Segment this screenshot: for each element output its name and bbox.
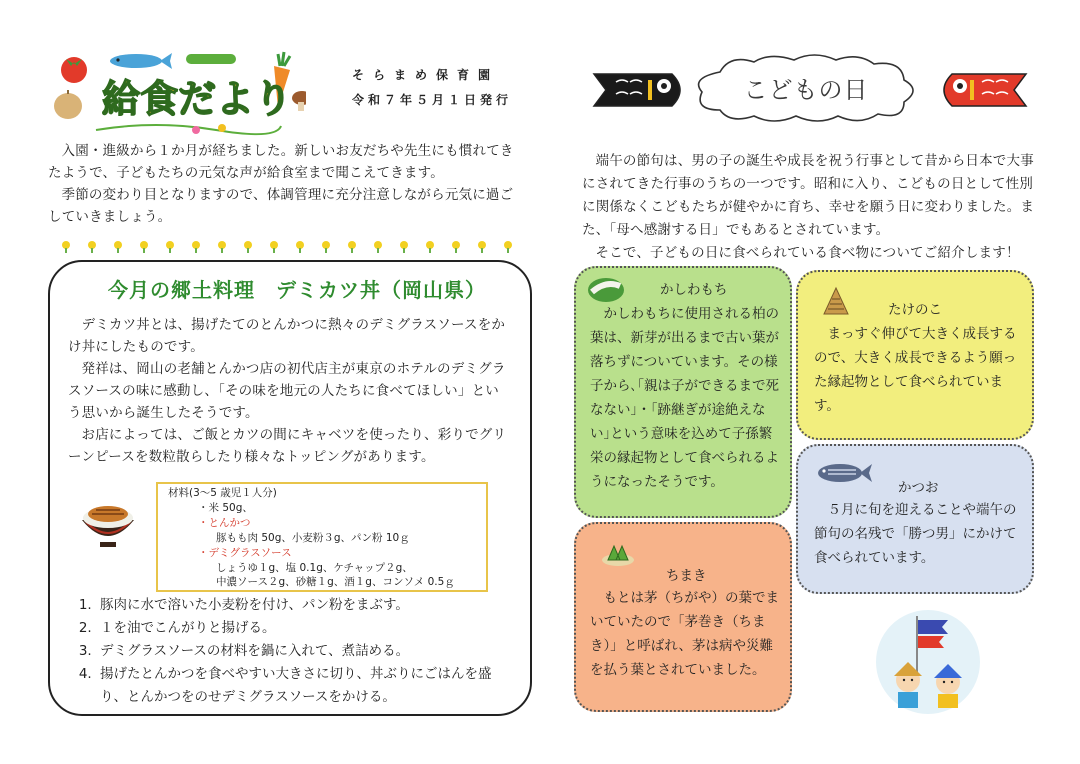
takenoko-name: たけのこ (888, 302, 942, 318)
recipe-step: 2. １を油でこんがりと揚げる。 (96, 617, 510, 640)
local-dish-text (68, 314, 508, 468)
materials-header: 材料(3～5 歳児１人分) (168, 487, 277, 499)
flower-icon (190, 240, 202, 252)
childrens-day-title: こどもの日 (743, 76, 869, 104)
black-carp-streamer-icon (592, 68, 692, 112)
katsuo-text: ５月に旬を迎えることや端午の節句の名残で「勝つ男」にかけて食べられています。 (814, 502, 1017, 566)
school-name: そらまめ保育園 (352, 68, 500, 82)
katsuo-name: かつお (898, 480, 939, 496)
flower-icon (424, 240, 436, 252)
intro-paragraph: 入園・進級から１か月が経ちました。新しいお友だちや先生にも慣れてきたようで、子どもたちの元気な声が給食室まで聞こえてきます。 (48, 143, 514, 181)
childrens-day-paragraph: そこで、子どもの日に食べられている食べ物についてご紹介します！ (595, 245, 1020, 261)
flower-icon (268, 240, 280, 252)
material-tonkatsu-items: 豚もも肉 50g、小麦粉３g、パン粉 10ｇ (216, 532, 410, 544)
flower-icon (294, 240, 306, 252)
flower-icon (138, 240, 150, 252)
intro-paragraph: 季節の変わり目となりますので、体調管理に充分注意しながら元気に過ごしていきましょう。 (48, 187, 514, 225)
flower-icon (86, 240, 98, 252)
intro (48, 140, 526, 228)
childrens-day-paragraph: 端午の節句は、男の子の誕生や成長を祝う行事として昔から日本で大事にされてきた行事のうちの一つです。昭和に入り、こどもの日として性別に関係なくこどもたちが健やかに育ち、幸せを願う日に変わりました。また、「母へ感謝する日」でもあるとされています。 (582, 153, 1035, 238)
kashiwamochi-card (574, 266, 792, 518)
flower-icon (346, 240, 358, 252)
flower-icon (476, 240, 488, 252)
flower-icon (450, 240, 462, 252)
flower-icon (242, 240, 254, 252)
material-tonkatsu-label: ・とんかつ (198, 517, 251, 529)
flower-icon (372, 240, 384, 252)
kashiwamochi-text: かしわもちに使用される柏の葉は、新芽が出るまで古い葉が落ちずについています。その様子から､｢親は子ができるまで死なない｣・｢跡継ぎが途絶えない｣という意味を込めて子孫繁栄の縁起物として食べられるようになったそうです。 (590, 306, 779, 490)
flower-icon (60, 240, 72, 252)
red-carp-streamer-icon (936, 68, 1028, 112)
recipe-steps (66, 594, 510, 709)
takenoko-card (796, 270, 1034, 440)
katsudon-bowl-icon (78, 490, 138, 550)
chimaki-text: もとは茅（ちがや）の葉でまいていたので「茅巻き（ちまき）」と呼ばれ、茅は病や災難を払う葉とされていました。 (590, 590, 779, 678)
chimaki-name: ちまき (666, 568, 707, 584)
materials-box (156, 482, 488, 592)
chimaki-icon (600, 542, 636, 568)
newsletter-title: 給食だより (102, 77, 293, 121)
children-koinobori-illustration (872, 606, 984, 716)
flower-icon (502, 240, 514, 252)
childrens-day-cloud (690, 52, 922, 126)
katsuo-card (796, 444, 1034, 594)
bonito-fish-icon (816, 460, 872, 486)
recipe-step: 1. 豚肉に水で溶いた小麦粉を付け、パン粉をまぶす。 (96, 594, 510, 617)
recipe-step: 4. 揚げたとんかつを食べやすい大きさに切り、丼ぶりにごはんを盛り、とんかつをのせデミグラスソースをかける。 (96, 663, 510, 709)
material-sauce-label: ・デミグラスソース (198, 547, 292, 559)
local-dish-title: 今月の郷土料理 デミカツ丼（岡山県） (108, 278, 486, 302)
flower-divider (60, 240, 530, 252)
flower-icon (398, 240, 410, 252)
childrens-day-text (582, 150, 1044, 265)
flower-icon (112, 240, 124, 252)
bamboo-shoot-icon (822, 286, 850, 316)
local-dish-paragraph: お店によっては、ご飯とカツの間にキャベツを使ったり、彩りでグリーンピースを数粒散らしたり様々なトッピングがあります。 (68, 427, 507, 465)
material-rice: ・米 50g、 (198, 502, 253, 514)
flower-icon (320, 240, 332, 252)
kashiwamochi-icon (586, 274, 626, 304)
kashiwamochi-name: かしわもち (660, 282, 728, 298)
issue-date: 令和７年５月１日発行 (352, 93, 513, 107)
material-sauce-items: しょうゆ１g、塩 0.1g、ケチャップ２g、 (216, 562, 413, 574)
takenoko-text: まっすぐ伸びて大きく成長するので、大きく成長できるよう願った縁起物として食べられています。 (814, 326, 1017, 414)
recipe-step: 3. デミグラスソースの材料を鍋に入れて、煮詰める。 (96, 640, 510, 663)
local-dish-paragraph: デミカツ丼とは、揚げたてのとんかつに熱々のデミグラスソースをかけ丼にしたものです。 (68, 317, 506, 355)
newsletter-logo (46, 48, 306, 138)
chimaki-card (574, 522, 792, 712)
local-dish-paragraph: 発祥は、岡山の老舗とんかつ店の初代店主が東京のホテルのデミグラスソースの味に感動し、「その味を地元の人たちに食べてほしい」という思いから誕生したそうです。 (68, 361, 506, 421)
material-sauce-items: 中濃ソース２g、砂糖１g、酒１g、コンソメ 0.5ｇ (216, 576, 455, 588)
flower-icon (164, 240, 176, 252)
flower-icon (216, 240, 228, 252)
